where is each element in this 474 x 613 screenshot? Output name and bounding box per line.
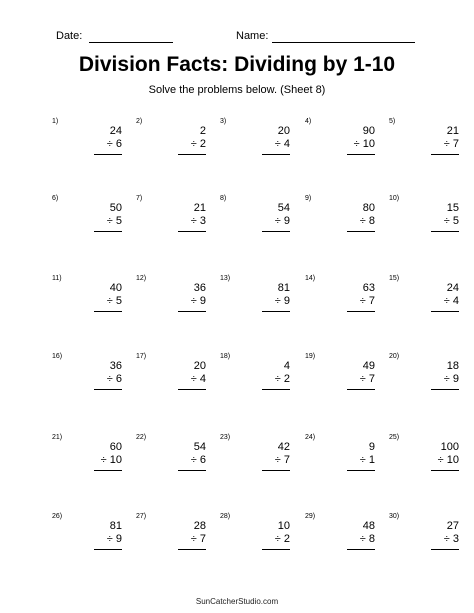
- divisor: 5: [452, 215, 459, 227]
- answer-line[interactable]: [94, 470, 122, 471]
- answer-line[interactable]: [431, 549, 459, 550]
- problem-number: 14): [305, 275, 316, 282]
- problem: [305, 512, 375, 562]
- problem: [52, 194, 122, 244]
- divisor: 2: [199, 138, 206, 150]
- divisor-row: [191, 295, 206, 308]
- answer-line[interactable]: [431, 311, 459, 312]
- divisor: 6: [115, 138, 122, 150]
- divisor: 2: [283, 533, 290, 545]
- dividend: 2: [199, 125, 206, 137]
- answer-line[interactable]: [262, 389, 290, 390]
- dividend: 20: [277, 125, 290, 137]
- division-sign: ÷: [190, 215, 197, 227]
- divisor-row: [107, 138, 122, 151]
- divisor: 7: [452, 138, 459, 150]
- answer-line[interactable]: [347, 549, 375, 550]
- problem: [389, 512, 459, 562]
- divisor: 4: [452, 295, 459, 307]
- divisor-row: [191, 373, 206, 386]
- problem: [52, 274, 122, 324]
- division-sign: ÷: [443, 295, 450, 307]
- dividend: 4: [283, 360, 290, 372]
- dividend: 50: [109, 202, 122, 214]
- division-sign: ÷: [106, 215, 113, 227]
- problem: [52, 433, 122, 483]
- division-sign: ÷: [106, 533, 113, 545]
- division-sign: ÷: [274, 454, 281, 466]
- divisor: 3: [199, 215, 206, 227]
- divisor: 7: [283, 454, 290, 466]
- division-sign: ÷: [274, 138, 281, 150]
- divisor-row: [360, 215, 375, 228]
- division-sign: ÷: [274, 533, 281, 545]
- answer-line[interactable]: [262, 231, 290, 232]
- problem-number: 24): [305, 434, 316, 441]
- divisor-row: [191, 454, 206, 467]
- division-sign: ÷: [106, 373, 113, 385]
- division-sign: ÷: [359, 454, 366, 466]
- problem: [220, 512, 290, 562]
- problem-number: 7): [136, 195, 143, 202]
- problem: [305, 274, 375, 324]
- division-sign: ÷: [359, 373, 366, 385]
- divisor-row: [107, 295, 122, 308]
- divisor: 10: [109, 454, 122, 466]
- divisor-row: [275, 454, 290, 467]
- division-sign: ÷: [106, 295, 113, 307]
- divisor: 10: [362, 138, 375, 150]
- divisor-row: [275, 138, 290, 151]
- divisor: 1: [368, 454, 375, 466]
- divisor-row: [275, 533, 290, 546]
- divisor: 5: [115, 215, 122, 227]
- answer-line[interactable]: [347, 154, 375, 155]
- problem-number: 3): [220, 118, 227, 125]
- problem-number: 26): [52, 513, 63, 520]
- problem: [136, 352, 206, 402]
- divisor-row: [360, 533, 375, 546]
- dividend: 81: [109, 520, 122, 532]
- dividend: 28: [193, 520, 206, 532]
- problem-number: 19): [305, 353, 316, 360]
- problem-number: 11): [52, 275, 62, 282]
- dividend: 60: [109, 441, 122, 453]
- division-sign: ÷: [359, 295, 366, 307]
- worksheet-title: Division Facts: Dividing by 1-10: [78, 53, 396, 76]
- divisor: 10: [446, 454, 459, 466]
- divisor: 2: [283, 373, 290, 385]
- problem: [136, 512, 206, 562]
- answer-line[interactable]: [178, 311, 206, 312]
- answer-line[interactable]: [431, 154, 459, 155]
- answer-line[interactable]: [347, 470, 375, 471]
- problem-number: 10): [389, 195, 400, 202]
- answer-line[interactable]: [94, 231, 122, 232]
- divisor-row: [275, 215, 290, 228]
- dividend: 100: [440, 441, 459, 453]
- problem-number: 21): [52, 434, 63, 441]
- dividend: 80: [362, 202, 375, 214]
- divisor: 5: [115, 295, 122, 307]
- divisor: 9: [452, 373, 459, 385]
- site-credit: SunCatcherStudio.com: [195, 597, 279, 606]
- divisor: 9: [115, 533, 122, 545]
- dividend: 20: [193, 360, 206, 372]
- problem: [305, 352, 375, 402]
- problem-number: 1): [52, 118, 59, 125]
- divisor: 7: [199, 533, 206, 545]
- divisor-row: [360, 373, 375, 386]
- answer-line[interactable]: [94, 549, 122, 550]
- problem: [52, 352, 122, 402]
- problem: [52, 512, 122, 562]
- problem: [389, 117, 459, 167]
- division-sign: ÷: [274, 373, 281, 385]
- problem-number: 30): [389, 513, 400, 520]
- problem: [136, 433, 206, 483]
- divisor: 4: [283, 138, 290, 150]
- problem-number: 25): [389, 434, 400, 441]
- problem-number: 13): [220, 275, 231, 282]
- problem: [389, 194, 459, 244]
- dividend: 15: [446, 202, 459, 214]
- answer-line[interactable]: [431, 470, 459, 471]
- division-sign: ÷: [443, 215, 450, 227]
- division-sign: ÷: [443, 138, 450, 150]
- problem: [52, 117, 122, 167]
- problem-number: 5): [389, 118, 396, 125]
- problem: [305, 433, 375, 483]
- problem: [389, 433, 459, 483]
- problem: [220, 117, 290, 167]
- problem: [136, 274, 206, 324]
- dividend: 21: [446, 125, 459, 137]
- divisor: 8: [368, 215, 375, 227]
- answer-line[interactable]: [431, 389, 459, 390]
- problem-number: 9): [305, 195, 312, 202]
- divisor: 6: [199, 454, 206, 466]
- answer-line[interactable]: [262, 154, 290, 155]
- answer-line[interactable]: [178, 154, 206, 155]
- divisor-row: [444, 215, 459, 228]
- divisor: 7: [368, 295, 375, 307]
- problem-number: 28): [220, 513, 231, 520]
- problem: [220, 274, 290, 324]
- answer-line[interactable]: [262, 470, 290, 471]
- problem-number: 17): [136, 353, 147, 360]
- problem: [220, 194, 290, 244]
- division-sign: ÷: [353, 138, 360, 150]
- divisor: 4: [199, 373, 206, 385]
- problem: [389, 352, 459, 402]
- divisor: 7: [368, 373, 375, 385]
- division-sign: ÷: [443, 533, 450, 545]
- answer-line[interactable]: [178, 470, 206, 471]
- answer-line[interactable]: [347, 231, 375, 232]
- dividend: 54: [193, 441, 206, 453]
- division-sign: ÷: [190, 373, 197, 385]
- problem-number: 16): [52, 353, 63, 360]
- problem: [136, 117, 206, 167]
- division-sign: ÷: [359, 533, 366, 545]
- division-sign: ÷: [190, 138, 197, 150]
- division-sign: ÷: [443, 373, 450, 385]
- answer-line[interactable]: [94, 154, 122, 155]
- divisor-row: [444, 295, 459, 308]
- divisor-row: [101, 454, 122, 467]
- division-sign: ÷: [274, 295, 281, 307]
- divisor-row: [360, 454, 375, 467]
- divisor-row: [107, 215, 122, 228]
- problem-number: 23): [220, 434, 231, 441]
- answer-line[interactable]: [262, 311, 290, 312]
- dividend: 40: [109, 282, 122, 294]
- problem-number: 29): [305, 513, 316, 520]
- dividend: 54: [277, 202, 290, 214]
- dividend: 21: [193, 202, 206, 214]
- problem: [389, 274, 459, 324]
- divisor: 3: [452, 533, 459, 545]
- divisor: 9: [283, 295, 290, 307]
- divisor-row: [360, 295, 375, 308]
- answer-line[interactable]: [178, 549, 206, 550]
- divisor-row: [275, 373, 290, 386]
- divisor-row: [107, 533, 122, 546]
- divisor: 9: [283, 215, 290, 227]
- divisor-row: [438, 454, 459, 467]
- division-sign: ÷: [190, 533, 197, 545]
- answer-line[interactable]: [94, 389, 122, 390]
- problem: [305, 117, 375, 167]
- dividend: 9: [368, 441, 375, 453]
- dividend: 24: [446, 282, 459, 294]
- divisor: 8: [368, 533, 375, 545]
- division-sign: ÷: [106, 138, 113, 150]
- dividend: 48: [362, 520, 375, 532]
- division-sign: ÷: [274, 215, 281, 227]
- dividend: 10: [277, 520, 290, 532]
- division-sign: ÷: [437, 454, 444, 466]
- dividend: 49: [362, 360, 375, 372]
- answer-line[interactable]: [431, 231, 459, 232]
- divisor-row: [444, 138, 459, 151]
- problem: [220, 352, 290, 402]
- division-sign: ÷: [190, 295, 197, 307]
- dividend: 24: [109, 125, 122, 137]
- problem-number: 27): [136, 513, 147, 520]
- divisor-row: [191, 533, 206, 546]
- division-sign: ÷: [190, 454, 197, 466]
- answer-line[interactable]: [94, 311, 122, 312]
- answer-line[interactable]: [178, 389, 206, 390]
- dividend: 42: [277, 441, 290, 453]
- division-sign: ÷: [100, 454, 107, 466]
- dividend: 63: [362, 282, 375, 294]
- problem: [305, 194, 375, 244]
- divisor-row: [107, 373, 122, 386]
- division-sign: ÷: [359, 215, 366, 227]
- dividend: 36: [193, 282, 206, 294]
- dividend: 90: [362, 125, 375, 137]
- divisor-row: [275, 295, 290, 308]
- problem-number: 20): [389, 353, 400, 360]
- divisor-row: [444, 533, 459, 546]
- problem-number: 2): [136, 118, 143, 125]
- problem-number: 22): [136, 434, 147, 441]
- date-label: Date:: [56, 30, 83, 42]
- divisor: 9: [199, 295, 206, 307]
- worksheet-instructions: Solve the problems below. (Sheet 8): [148, 84, 326, 96]
- problem-number: 4): [305, 118, 312, 125]
- answer-line[interactable]: [347, 311, 375, 312]
- problem-number: 15): [389, 275, 400, 282]
- problem-number: 8): [220, 195, 227, 202]
- divisor-row: [444, 373, 459, 386]
- answer-line[interactable]: [262, 549, 290, 550]
- problem: [136, 194, 206, 244]
- divisor: 6: [115, 373, 122, 385]
- problem-number: 18): [220, 353, 231, 360]
- dividend: 18: [446, 360, 459, 372]
- dividend: 81: [277, 282, 290, 294]
- divisor-row: [354, 138, 375, 151]
- divisor-row: [191, 215, 206, 228]
- problem-number: 6): [52, 195, 59, 202]
- answer-line[interactable]: [178, 231, 206, 232]
- answer-line[interactable]: [347, 389, 375, 390]
- divisor-row: [191, 138, 206, 151]
- problem: [220, 433, 290, 483]
- dividend: 27: [446, 520, 459, 532]
- name-label: Name:: [236, 30, 269, 42]
- dividend: 36: [109, 360, 122, 372]
- problem-number: 12): [136, 275, 147, 282]
